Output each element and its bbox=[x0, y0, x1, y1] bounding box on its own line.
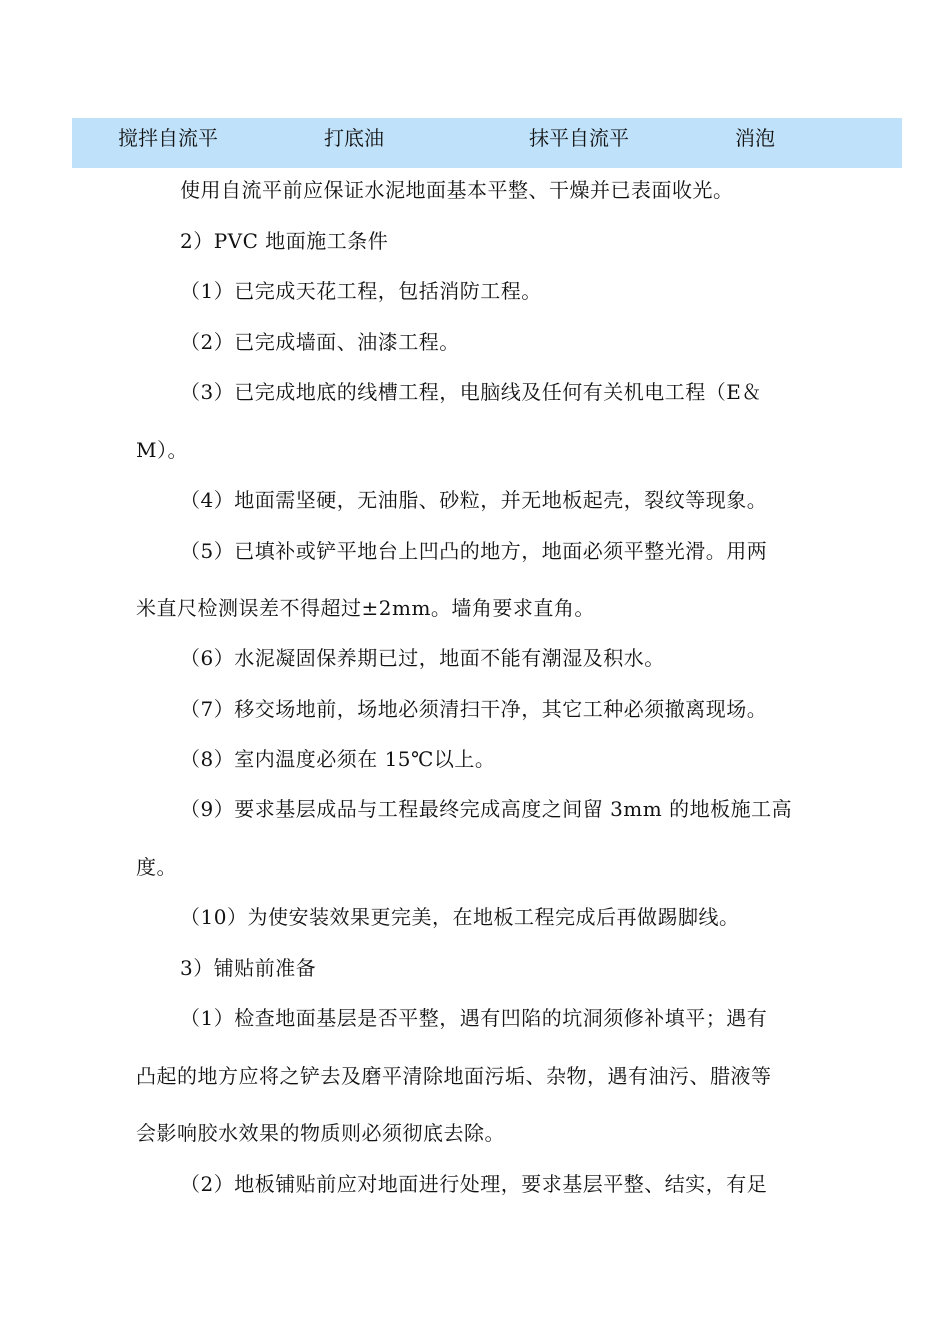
list-item: （1）检查地面基层是否平整，遇有凹陷的坑洞须修补填平；遇有 bbox=[180, 1006, 768, 1030]
list-item-continuation: 米直尺检测误差不得超过±2mm。墙角要求直角。 bbox=[136, 596, 595, 620]
list-item: （5）已填补或铲平地台上凹凸的地方，地面必须平整光滑。用两 bbox=[180, 539, 768, 563]
flow-step-primer: 打底油 bbox=[324, 126, 384, 150]
section-heading: 3）铺贴前准备 bbox=[180, 956, 317, 980]
list-item-continuation: 会影响胶水效果的物质则必须彻底去除。 bbox=[136, 1121, 505, 1145]
list-item: （7）移交场地前，场地必须清扫干净，其它工种必须撤离现场。 bbox=[180, 697, 768, 721]
paragraph-line: 使用自流平前应保证水泥地面基本平整、干燥并已表面收光。 bbox=[180, 178, 734, 202]
list-item: （4）地面需坚硬，无油脂、砂粒，并无地板起壳，裂纹等现象。 bbox=[180, 488, 768, 512]
list-item-continuation: 凸起的地方应将之铲去及磨平清除地面污垢、杂物，遇有油污、腊液等 bbox=[136, 1064, 772, 1088]
process-flow-bar bbox=[72, 118, 902, 168]
list-item: （10）为使安装效果更完美，在地板工程完成后再做踢脚线。 bbox=[180, 905, 740, 929]
list-item: （9）要求基层成品与工程最终完成高度之间留 3mm 的地板施工高 bbox=[180, 797, 793, 821]
list-item: （2）已完成墙面、油漆工程。 bbox=[180, 330, 460, 354]
flow-step-mix: 搅拌自流平 bbox=[118, 126, 218, 150]
flow-step-trowel: 抹平自流平 bbox=[529, 126, 629, 150]
list-item-continuation: 度。 bbox=[136, 855, 177, 879]
list-item: （8）室内温度必须在 15℃以上。 bbox=[180, 747, 496, 771]
list-item: （2）地板铺贴前应对地面进行处理，要求基层平整、结实，有足 bbox=[180, 1172, 768, 1196]
list-item: （3）已完成地底的线槽工程，电脑线及任何有关机电工程（E＆ bbox=[180, 380, 762, 404]
flow-step-defoam: 消泡 bbox=[735, 126, 775, 150]
list-item-continuation: M）。 bbox=[136, 438, 188, 462]
section-heading: 2）PVC 地面施工条件 bbox=[180, 229, 389, 253]
list-item: （6）水泥凝固保养期已过，地面不能有潮湿及积水。 bbox=[180, 646, 665, 670]
list-item: （1）已完成天花工程，包括消防工程。 bbox=[180, 279, 542, 303]
